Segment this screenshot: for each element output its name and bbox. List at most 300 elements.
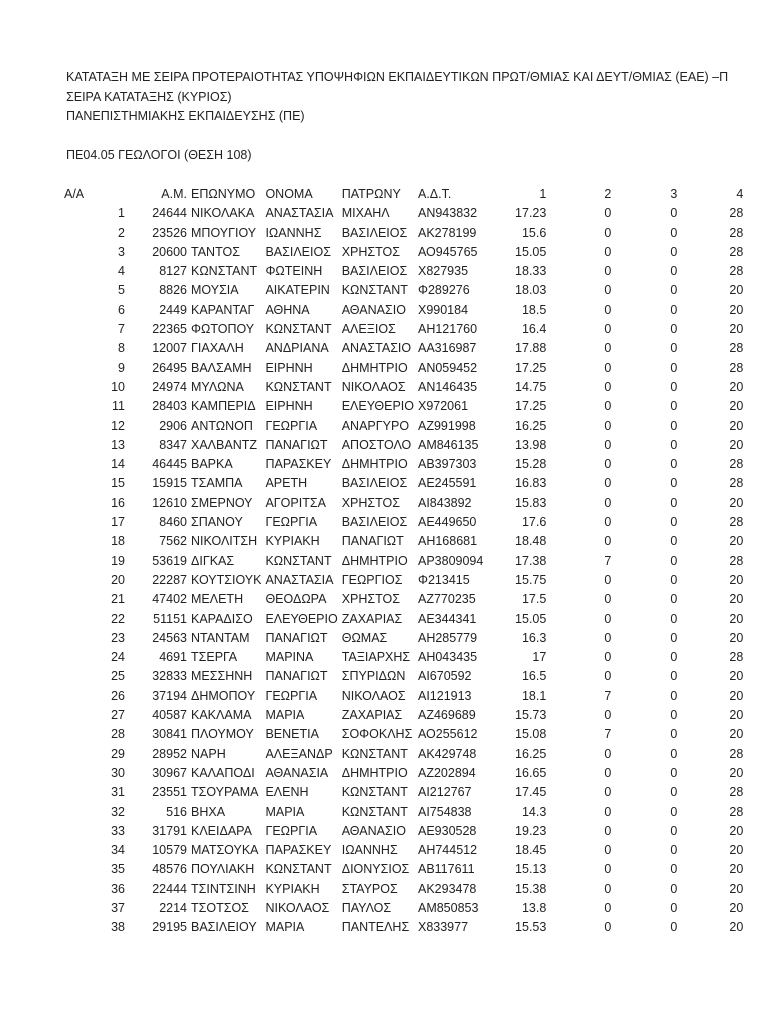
first-name-cell: ΘΕΟΔΩΡΑ	[265, 592, 327, 607]
row-number-cell: 25	[111, 669, 125, 684]
table-row	[62, 397, 745, 416]
score-4-cell: 28	[729, 457, 744, 472]
score-4-cell: 28	[729, 553, 744, 568]
id-card-number-cell: ΑΜ850853	[417, 900, 479, 915]
score-3-cell: 0	[670, 225, 678, 240]
surname-cell: ΝΤΑΝΤΑΜ	[191, 630, 250, 645]
score-1-cell: 15.05	[515, 244, 547, 259]
table-row	[62, 281, 745, 300]
score-3-cell: 0	[670, 379, 678, 394]
row-number-cell: 30	[111, 765, 125, 780]
score-3-cell: 0	[670, 920, 678, 935]
score-4-cell: 20	[729, 727, 744, 742]
score-1-cell: 19.23	[515, 823, 547, 838]
score-2-cell: 0	[604, 746, 612, 761]
header-aa: Α/Α	[64, 187, 85, 201]
score-2-cell: 0	[604, 302, 612, 317]
header-am: Α.Μ.	[161, 187, 187, 201]
score-4-cell: 20	[729, 283, 744, 298]
row-number-cell: 1	[118, 206, 125, 221]
score-1-cell: 17.38	[515, 553, 547, 568]
score-4-cell: 28	[729, 476, 744, 491]
id-card-number-cell: ΑΗ744512	[417, 843, 478, 858]
patronymic-cell: ΧΡΗΣΤΟΣ	[341, 495, 401, 510]
first-name-cell: ΓΕΩΡΓΙΑ	[265, 515, 318, 530]
id-card-number-cell: ΑΝ146435	[417, 379, 478, 394]
score-1-cell: 17.6	[521, 515, 547, 530]
row-number-cell: 22	[111, 611, 125, 626]
score-2-cell: 0	[604, 708, 612, 723]
score-3-cell: 0	[670, 457, 678, 472]
registry-number-cell: 2906	[159, 418, 187, 433]
score-1-cell: 15.05	[515, 611, 547, 626]
header-col-3: 3	[670, 187, 678, 201]
patronymic-cell: ΒΑΣΙΛΕΙΟΣ	[341, 225, 408, 240]
score-2-cell: 0	[604, 495, 612, 510]
row-number-cell: 27	[111, 708, 125, 723]
id-card-number-cell: Φ289276	[417, 283, 470, 298]
surname-cell: ΒΑΣΙΛΕΙΟΥ	[191, 920, 257, 935]
table-row	[62, 571, 745, 590]
first-name-cell: ΕΛΕΝΗ	[265, 785, 309, 800]
score-1-cell: 18.5	[521, 302, 547, 317]
score-1-cell: 15.6	[521, 225, 547, 240]
score-2-cell: 0	[604, 765, 612, 780]
first-name-cell: ΑΡΕΤΗ	[265, 476, 308, 491]
score-3-cell: 0	[670, 708, 678, 723]
score-4-cell: 28	[729, 264, 744, 279]
score-4-cell: 20	[729, 495, 744, 510]
registry-number-cell: 7562	[159, 534, 187, 549]
score-1-cell: 17	[532, 650, 547, 665]
first-name-cell: ΚΩΝΣΤΑΝΤ	[265, 862, 332, 877]
score-1-cell: 17.25	[515, 360, 547, 375]
score-4-cell: 20	[729, 630, 744, 645]
score-4-cell: 20	[729, 843, 744, 858]
score-2-cell: 0	[604, 206, 612, 221]
score-4-cell: 20	[729, 572, 744, 587]
patronymic-cell: ΠΑΥΛΟΣ	[341, 900, 392, 915]
table-row	[62, 783, 745, 802]
registry-number-cell: 46445	[152, 457, 187, 472]
id-card-number-cell: ΑΖ202894	[417, 765, 476, 780]
first-name-cell: ΑΝΔΡΙΑΝΑ	[265, 341, 329, 356]
score-2-cell: 0	[604, 881, 612, 896]
first-name-cell: ΙΩΑΝΝΗΣ	[265, 225, 322, 240]
first-name-cell: ΑΘΗΝΑ	[265, 302, 310, 317]
id-card-number-cell: ΑΖ469689	[417, 708, 476, 723]
id-card-number-cell: ΑΕ930528	[417, 823, 477, 838]
table-row	[62, 359, 745, 378]
row-number-cell: 6	[118, 302, 125, 317]
surname-cell: ΒΑΡΚΑ	[191, 457, 233, 472]
score-3-cell: 0	[670, 322, 678, 337]
table-row	[62, 860, 745, 879]
score-1-cell: 15.08	[515, 727, 547, 742]
first-name-cell: ΒΕΝΕΤΙΑ	[265, 727, 319, 742]
registry-number-cell: 23551	[152, 785, 187, 800]
score-3-cell: 0	[670, 341, 678, 356]
registry-number-cell: 15915	[152, 476, 187, 491]
score-1-cell: 17.88	[515, 341, 547, 356]
patronymic-cell: ΤΑΞΙΑΡΧΗΣ	[341, 650, 411, 665]
row-number-cell: 29	[111, 746, 125, 761]
score-1-cell: 18.33	[515, 264, 547, 279]
row-number-cell: 4	[118, 264, 125, 279]
table-row	[62, 629, 745, 648]
score-2-cell: 0	[604, 650, 612, 665]
surname-cell: ΠΟΥΛΙΑΚΗ	[191, 862, 255, 877]
patronymic-cell: ΠΑΝΤΕΛΗΣ	[341, 920, 410, 935]
table-row	[62, 648, 745, 667]
table-row	[62, 841, 745, 860]
id-card-number-cell: Χ972061	[417, 399, 469, 414]
surname-cell: ΠΛΟΥΜΟΥ	[191, 727, 254, 742]
row-number-cell: 16	[111, 495, 125, 510]
table-row	[62, 880, 745, 899]
row-number-cell: 28	[111, 727, 125, 742]
id-card-number-cell: Χ827935	[417, 264, 469, 279]
first-name-cell: ΜΑΡΙΑ	[265, 708, 305, 723]
score-2-cell: 0	[604, 379, 612, 394]
registry-number-cell: 26495	[152, 360, 187, 375]
ranking-table	[62, 185, 745, 938]
surname-cell: ΤΑΝΤΟΣ	[191, 244, 240, 259]
id-card-number-cell: ΑΡ3809094	[417, 553, 484, 568]
patronymic-cell: ΑΝΑΣΤΑΣΙΟ	[341, 341, 412, 356]
score-1-cell: 18.45	[515, 843, 547, 858]
registry-number-cell: 516	[166, 804, 187, 819]
surname-cell: ΤΣΟΤΣΟΣ	[191, 900, 249, 915]
score-3-cell: 0	[670, 881, 678, 896]
patronymic-cell: ΔΗΜΗΤΡΙΟ	[341, 765, 408, 780]
table-row	[62, 378, 745, 397]
row-number-cell: 11	[112, 399, 125, 414]
score-2-cell: 7	[604, 553, 612, 568]
row-number-cell: 21	[111, 592, 125, 607]
score-2-cell: 0	[604, 669, 612, 684]
score-2-cell: 0	[604, 418, 612, 433]
patronymic-cell: ΙΩΑΝΝΗΣ	[341, 843, 398, 858]
patronymic-cell: ΝΙΚΟΛΑΟΣ	[341, 379, 406, 394]
table-row	[62, 764, 745, 783]
registry-number-cell: 23526	[152, 225, 187, 240]
score-4-cell: 20	[729, 302, 744, 317]
first-name-cell: ΜΑΡΙΝΑ	[265, 650, 314, 665]
first-name-cell: ΓΕΩΡΓΙΑ	[265, 688, 318, 703]
table-row	[62, 590, 745, 609]
first-name-cell: ΑΓΟΡΙΤΣΑ	[265, 495, 326, 510]
surname-cell: ΣΜΕΡΝΟΥ	[191, 495, 253, 510]
patronymic-cell: ΔΗΜΗΤΡΙΟ	[341, 360, 408, 375]
table-row	[62, 803, 745, 822]
surname-cell: ΦΩΤΟΠΟΥ	[191, 322, 255, 337]
first-name-cell: ΚΩΝΣΤΑΝΤ	[265, 379, 332, 394]
header-patronymic: ΠΑΤΡΩΝΥ	[341, 187, 401, 201]
score-3-cell: 0	[670, 862, 678, 877]
score-3-cell: 0	[670, 244, 678, 259]
score-3-cell: 0	[670, 418, 678, 433]
score-1-cell: 18.1	[521, 688, 547, 703]
first-name-cell: ΑΛΕΞΑΝΔΡ	[265, 746, 333, 761]
first-name-cell: ΚΥΡΙΑΚΗ	[265, 534, 320, 549]
score-1-cell: 17.25	[515, 399, 547, 414]
registry-number-cell: 8127	[159, 264, 187, 279]
id-card-number-cell: ΑΒ117611	[417, 862, 475, 877]
score-1-cell: 13.98	[515, 437, 547, 452]
id-card-number-cell: ΑΖ770235	[417, 592, 476, 607]
surname-cell: ΝΙΚΟΛΙΤΣΗ	[191, 534, 258, 549]
id-card-number-cell: ΑΟ255612	[417, 727, 478, 742]
score-3-cell: 0	[670, 399, 678, 414]
id-card-number-cell: ΑΗ285779	[417, 630, 478, 645]
surname-cell: ΚΑΜΠΕΡΙΔ	[191, 399, 256, 414]
first-name-cell: ΚΩΝΣΤΑΝΤ	[265, 322, 332, 337]
row-number-cell: 32	[111, 804, 125, 819]
registry-number-cell: 29195	[152, 920, 187, 935]
patronymic-cell: ΑΝΑΡΓΥΡΟ	[341, 418, 410, 433]
header-name: ΟΝΟΜΑ	[265, 187, 313, 201]
score-2-cell: 0	[604, 476, 612, 491]
surname-cell: ΜΥΛΩΝΑ	[191, 379, 244, 394]
patronymic-cell: ΖΑΧΑΡΙΑΣ	[341, 611, 403, 626]
surname-cell: ΚΑΛΑΠΟΔΙ	[191, 765, 255, 780]
score-4-cell: 28	[729, 746, 744, 761]
score-2-cell: 0	[604, 437, 612, 452]
score-3-cell: 0	[670, 804, 678, 819]
patronymic-cell: ΓΕΩΡΓΙΟΣ	[341, 572, 403, 587]
patronymic-cell: ΜΙΧΑΗΛ	[341, 206, 390, 221]
surname-cell: ΓΙΑΧΑΛΗ	[191, 341, 244, 356]
score-4-cell: 20	[729, 592, 744, 607]
surname-cell: ΝΙΚΟΛΑΚΑ	[191, 206, 255, 221]
first-name-cell: ΑΝΑΣΤΑΣΙΑ	[265, 206, 334, 221]
score-2-cell: 0	[604, 804, 612, 819]
row-number-cell: 13	[111, 437, 125, 452]
registry-number-cell: 24644	[152, 206, 187, 221]
header-id-card: Α.Δ.Τ.	[417, 187, 452, 201]
row-number-cell: 18	[111, 534, 125, 549]
patronymic-cell: ΔΗΜΗΤΡΙΟ	[341, 553, 408, 568]
first-name-cell: ΕΙΡΗΝΗ	[265, 399, 313, 414]
id-card-number-cell: Χ833977	[417, 920, 469, 935]
score-3-cell: 0	[670, 572, 678, 587]
score-4-cell: 20	[729, 611, 744, 626]
registry-number-cell: 53619	[152, 553, 187, 568]
surname-cell: ΣΠΑΝΟΥ	[191, 515, 243, 530]
id-card-number-cell: ΑΙ212767	[417, 785, 472, 800]
surname-cell: ΜΕΛΕΤΗ	[191, 592, 244, 607]
score-1-cell: 17.45	[515, 785, 547, 800]
table-row	[62, 320, 745, 339]
id-card-number-cell: ΑΗ121760	[417, 322, 478, 337]
row-number-cell: 3	[118, 244, 125, 259]
first-name-cell: ΚΥΡΙΑΚΗ	[265, 881, 320, 896]
id-card-number-cell: ΑΕ245591	[417, 476, 477, 491]
table-row	[62, 532, 745, 551]
score-2-cell: 0	[604, 244, 612, 259]
id-card-number-cell: ΑΑ316987	[417, 341, 477, 356]
row-number-cell: 9	[118, 360, 125, 375]
table-row	[62, 301, 745, 320]
document-title: ΚΑΤΑΤΑΞΗ ΜΕ ΣΕΙΡΑ ΠΡΟΤΕΡΑΙΟΤΗΤΑΣ ΥΠΟΨΗΦΙΩΝ ΕΚΠΑΙΔΕΥΤΙΚΩΝ ΠΡΩΤ/ΘΜΙΑΣ ΚΑΙ ΔΕΥΤ/ΘΜΙΑΣ (ΕΑΕ) –Π	[66, 70, 729, 84]
score-4-cell: 20	[729, 920, 744, 935]
id-card-number-cell: ΑΜ846135	[417, 437, 479, 452]
score-4-cell: 28	[729, 515, 744, 530]
header-col-2: 2	[604, 187, 612, 201]
registry-number-cell: 48576	[152, 862, 187, 877]
registry-number-cell: 28403	[152, 399, 187, 414]
score-3-cell: 0	[670, 688, 678, 703]
patronymic-cell: ΣΤΑΥΡΟΣ	[341, 881, 398, 896]
registry-number-cell: 51151	[153, 611, 187, 626]
table-row	[62, 204, 745, 223]
patronymic-cell: ΔΗΜΗΤΡΙΟ	[341, 457, 408, 472]
table-row	[62, 243, 745, 262]
first-name-cell: ΕΙΡΗΝΗ	[265, 360, 313, 375]
score-3-cell: 0	[670, 630, 678, 645]
score-3-cell: 0	[670, 785, 678, 800]
score-1-cell: 13.8	[521, 900, 547, 915]
score-4-cell: 20	[729, 881, 744, 896]
id-card-number-cell: ΑΙ670592	[417, 669, 472, 684]
table-body	[62, 204, 745, 937]
score-2-cell: 0	[604, 823, 612, 838]
first-name-cell: ΑΘΑΝΑΣΙΑ	[265, 765, 329, 780]
patronymic-cell: ΔΙΟΝΥΣΙΟΣ	[341, 862, 410, 877]
patronymic-cell: ΘΩΜΑΣ	[341, 630, 388, 645]
score-3-cell: 0	[670, 765, 678, 780]
registry-number-cell: 12007	[152, 341, 187, 356]
table-row	[62, 417, 745, 436]
registry-number-cell: 22287	[152, 572, 187, 587]
score-1-cell: 14.75	[515, 379, 547, 394]
score-1-cell: 16.25	[515, 418, 547, 433]
patronymic-cell: ΝΙΚΟΛΑΟΣ	[341, 688, 406, 703]
score-2-cell: 0	[604, 843, 612, 858]
surname-cell: ΤΣΙΝΤΣΙΝΗ	[191, 881, 256, 896]
row-number-cell: 31	[111, 785, 125, 800]
score-1-cell: 16.4	[521, 322, 547, 337]
score-4-cell: 20	[729, 399, 744, 414]
table-row	[62, 610, 745, 629]
patronymic-cell: ΒΑΣΙΛΕΙΟΣ	[341, 515, 408, 530]
header-surname: ΕΠΩΝΥΜΟ	[191, 187, 256, 201]
score-4-cell: 20	[729, 437, 744, 452]
score-4-cell: 20	[729, 765, 744, 780]
score-1-cell: 17.23	[515, 206, 547, 221]
surname-cell: ΚΑΡΑΔΙΣΟ	[191, 611, 253, 626]
score-4-cell: 20	[729, 900, 744, 915]
score-3-cell: 0	[670, 843, 678, 858]
patronymic-cell: ΑΠΟΣΤΟΛΟ	[341, 437, 412, 452]
score-4-cell: 20	[729, 418, 744, 433]
patronymic-cell: ΠΑΝΑΓΙΩΤ	[341, 534, 404, 549]
table-row	[62, 455, 745, 474]
score-1-cell: 16.65	[515, 765, 547, 780]
table-row	[62, 918, 745, 937]
score-4-cell: 20	[729, 669, 744, 684]
row-number-cell: 8	[118, 341, 125, 356]
score-2-cell: 0	[604, 630, 612, 645]
score-2-cell: 0	[604, 785, 612, 800]
score-3-cell: 0	[670, 283, 678, 298]
table-row	[62, 745, 745, 764]
registry-number-cell: 31791	[152, 823, 187, 838]
registry-number-cell: 2449	[159, 302, 187, 317]
id-card-number-cell: ΑΚ278199	[417, 225, 477, 240]
document-subtitle: ΣΕΙΡΑ ΚΑΤΑΤΑΞΗΣ (ΚΥΡΙΟΣ)	[66, 90, 232, 104]
first-name-cell: ΚΩΝΣΤΑΝΤ	[265, 553, 332, 568]
id-card-number-cell: ΑΟ945765	[417, 244, 478, 259]
table-header-row	[62, 185, 745, 204]
patronymic-cell: ΚΩΝΣΤΑΝΤ	[341, 785, 408, 800]
patronymic-cell: ΒΑΣΙΛΕΙΟΣ	[341, 264, 408, 279]
first-name-cell: ΑΝΑΣΤΑΣΙΑ	[265, 572, 334, 587]
score-3-cell: 0	[670, 900, 678, 915]
registry-number-cell: 30841	[152, 727, 187, 742]
surname-cell: ΜΟΥΣΙΑ	[191, 283, 239, 298]
id-card-number-cell: ΑΕ449650	[417, 515, 477, 530]
id-card-number-cell: Χ990184	[417, 302, 469, 317]
education-level: ΠΑΝΕΠΙΣΤΗΜΙΑΚΗΣ ΕΚΠΑΙΔΕΥΣΗΣ (ΠΕ)	[66, 109, 305, 123]
registry-number-cell: 24563	[152, 630, 187, 645]
patronymic-cell: ΚΩΝΣΤΑΝΤ	[341, 283, 408, 298]
score-3-cell: 0	[670, 823, 678, 838]
table-row	[62, 687, 745, 706]
table-row	[62, 552, 745, 571]
score-3-cell: 0	[670, 727, 678, 742]
score-4-cell: 28	[729, 244, 744, 259]
score-4-cell: 20	[729, 534, 744, 549]
first-name-cell: ΦΩΤΕΙΝΗ	[265, 264, 323, 279]
table-row	[62, 474, 745, 493]
surname-cell: ΔΙΓΚΑΣ	[191, 553, 235, 568]
score-1-cell: 15.75	[515, 572, 547, 587]
first-name-cell: ΑΙΚΑΤΕΡΙΝ	[265, 283, 330, 298]
score-4-cell: 28	[729, 341, 744, 356]
surname-cell: ΚΛΕΙΔΑΡΑ	[191, 823, 252, 838]
first-name-cell: ΠΑΡΑΣΚΕΥ	[265, 457, 332, 472]
score-4-cell: 20	[729, 379, 744, 394]
score-2-cell: 0	[604, 592, 612, 607]
first-name-cell: ΜΑΡΙΑ	[265, 804, 305, 819]
surname-cell: ΜΠΟΥΓΙΟΥ	[191, 225, 257, 240]
first-name-cell: ΓΕΩΡΓΙΑ	[265, 418, 318, 433]
row-number-cell: 14	[111, 457, 125, 472]
surname-cell: ΜΕΣΣΗΝΗ	[191, 669, 253, 684]
score-2-cell: 0	[604, 862, 612, 877]
row-number-cell: 12	[111, 418, 125, 433]
patronymic-cell: ΚΩΝΣΤΑΝΤ	[341, 746, 408, 761]
score-2-cell: 0	[604, 572, 612, 587]
score-2-cell: 0	[604, 457, 612, 472]
registry-number-cell: 32833	[152, 669, 187, 684]
registry-number-cell: 40587	[152, 708, 187, 723]
row-number-cell: 20	[111, 572, 125, 587]
surname-cell: ΒΑΛΣΑΜΗ	[191, 360, 252, 375]
id-card-number-cell: ΑΚ293478	[417, 881, 477, 896]
score-2-cell: 0	[604, 515, 612, 530]
patronymic-cell: ΑΘΑΝΑΣΙΟ	[341, 302, 406, 317]
surname-cell: ΒΗΧΑ	[191, 804, 226, 819]
first-name-cell: ΠΑΡΑΣΚΕΥ	[265, 843, 332, 858]
surname-cell: ΧΑΛΒΑΝΤΖ	[191, 437, 257, 452]
registry-number-cell: 28952	[152, 746, 187, 761]
first-name-cell: ΠΑΝΑΓΙΩΤ	[265, 437, 328, 452]
patronymic-cell: ΑΘΑΝΑΣΙΟ	[341, 823, 406, 838]
score-4-cell: 20	[729, 823, 744, 838]
